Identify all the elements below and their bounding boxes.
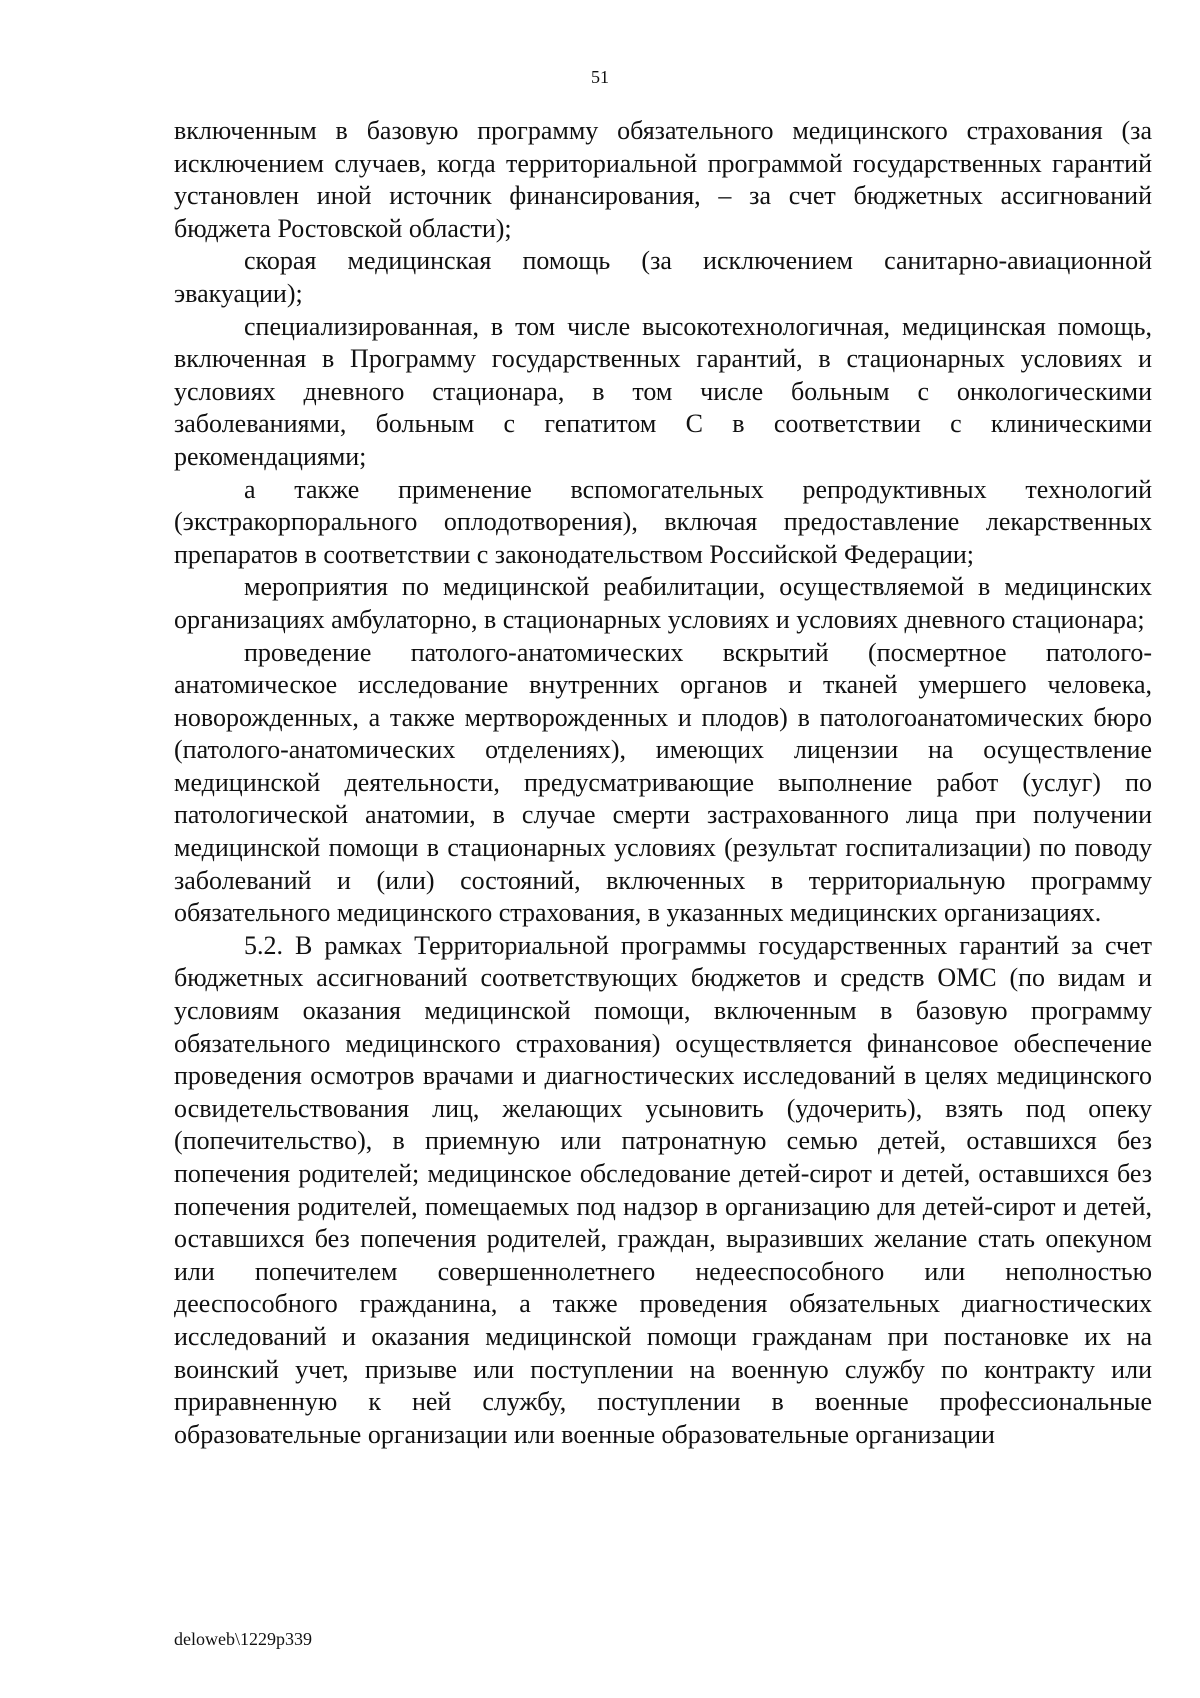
paragraph-4: а также применение вспомогательных репродуктивных технологий (экстракорпорального оплодотворения), включая предоставление лекарственных препаратов в соответствии с законодательством Российской Федерации; (174, 474, 1152, 569)
paragraph-1: включенным в базовую программу обязательного медицинского страхования (за исключением случаев, когда территориальной программой государственных гарантий установлен иной источник финансирования, – за счет бюджетных ассигнований бюджета Ростовской области); (174, 116, 1152, 243)
paragraph-6: проведение патолого-анатомических вскрытий (посмертное патолого-анатомическое исследование внутренних органов и тканей умершего человека, новорожденных, а также мертворожденных и плодов) в патологоанатомических бюро (патолого-анатомических отделениях), имеющих лицензии на осуществление медицинской деятельности, предусматривающие выполнение работ (услуг) по патологической анатомии, в случае смерти застрахованного лица при получении медицинской помощи в стационарных условиях (результат госпитализации) по поводу заболеваний и (или) состояний, включенных в территориальную программу обязательного медицинского страхования, в указанных медицинских организациях. (174, 637, 1152, 928)
paragraph-5: мероприятия по медицинской реабилитации, осуществляемой в медицинских организациях амбулаторно, в стационарных условиях и условиях дневного стационара; (174, 572, 1152, 634)
page-number: 51 (591, 67, 609, 87)
paragraph-2: скорая медицинская помощь (за исключением санитарно-авиационной эвакуации); (174, 246, 1152, 308)
paragraph-7: 5.2. В рамках Территориальной программы государственных гарантий за счет бюджетных ассигнований соответствующих бюджетов и средств ОМС (по видам и условиям оказания медицинской помощи, включенным в базовую программу обязательного медицинского страхования) осуществляется финансовое обеспечение проведения осмотров врачами и диагностических исследований в целях медицинского освидетельствования лиц, желающих усыновить (удочерить), взять под опеку (попечительство), в приемную или патронатную семью детей, оставшихся без попечения родителей; медицинское обследование детей-сирот и детей, оставшихся без попечения родителей, помещаемых под надзор в организацию для детей-сирот и детей, оставшихся без попечения родителей, граждан, выразивших желание стать опекуном или попечителем совершеннолетнего недееспособного или неполностью дееспособного гражданина, а также проведения обязательных диагностических исследований и оказания медицинской помощи гражданам при постановке их на воинский учет, призыве или поступлении на военную службу по контракту или приравненную к ней службу, поступлении в военные профессиональные образовательные организации или военные образовательные организации (174, 930, 1152, 1449)
document-footer-code: deloweb\1229p339 (174, 1629, 312, 1649)
document-body (174, 115, 1152, 1451)
paragraph-3: специализированная, в том числе высокотехнологичная, медицинская помощь, включенная в Программу государственных гарантий, в стационарных условиях и условиях дневного стационара, в том числе больным с онкологическими заболеваниями, больным с гепатитом С в соответствии с клиническими рекомендациями; (174, 311, 1152, 471)
